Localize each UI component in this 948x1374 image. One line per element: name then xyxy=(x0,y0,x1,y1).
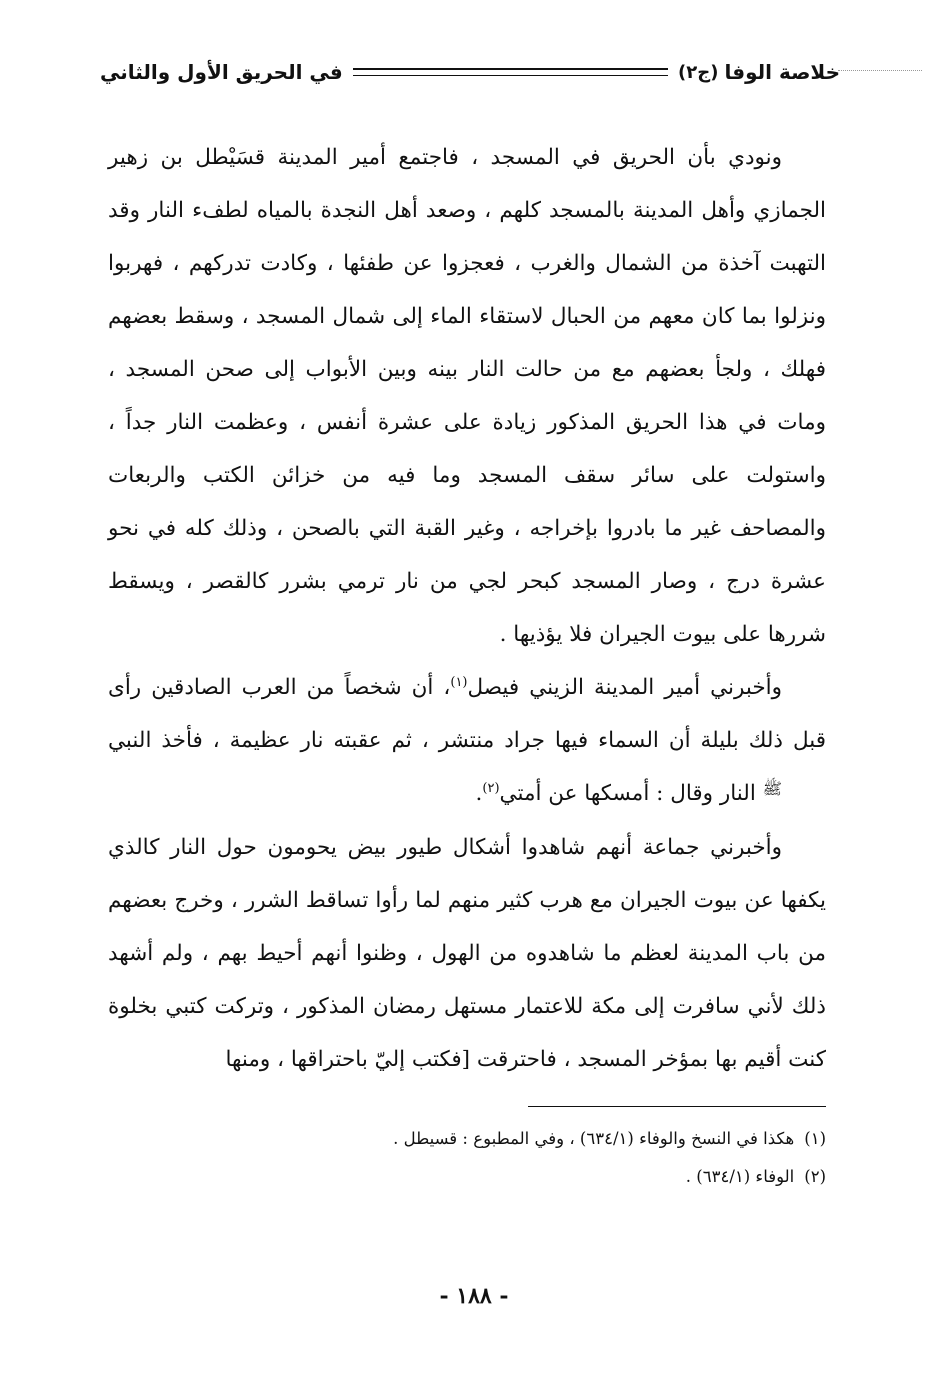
footnote-ref-2[interactable]: (٢) xyxy=(482,780,500,796)
footnote-text: الوفاء (٦٣٤/١) . xyxy=(685,1167,795,1186)
footnote-separator xyxy=(528,1106,826,1107)
salawat-symbol: ﷺ xyxy=(762,779,782,798)
paragraph-2-part-3: النار وقال : أمسكها عن أمتي xyxy=(499,781,756,806)
footnote-2 xyxy=(108,1158,826,1196)
chapter-title: في الحريق الأول والثاني xyxy=(100,60,343,84)
volume-label: (ج٢) xyxy=(678,61,719,83)
page-number: - ١٨٨ - xyxy=(439,1283,509,1309)
paragraph-2 xyxy=(108,661,826,821)
paragraph-1: ونودي بأن الحريق في المسجد ، فاجتمع أمير المدينة قسَيْطل بن زهير الجمازي وأهل المدينة بالمسجد كلهم ، وصعد أهل النجدة بالمياه لطفء النار وقد التهبت آخذة من الشمال والغرب ، فعجزوا عن طفئها ، وكادت تدركهم ، فهربوا ونزلوا بما كان معهم من الحبال لاستقاء الماء إلى شمال المسجد ، وسقط بعضهم فهلك ، ولجأ بعضهم مع من حالت النار بينه وبين الأبواب إلى صحن المسجد ، ومات في هذا الحريق المذكور زيادة على عشرة أنفس ، وعظمت النار جداً ، واستولت على سائر سقف المسجد وما فيه من خزائن الكتب والربعات والمصاحف غير ما بادروا بإخراجه ، وغير القبة التي بالصحن ، وذلك كله في نحو عشرة درج ، وصار المسجد كبحر لجي من نار ترمي بشرر كالقصر ، ويسقط شررها على بيوت الجيران فلا يؤذيها . xyxy=(108,145,826,647)
book-title: خلاصة الوفا xyxy=(724,60,840,84)
paragraph-2-end: . xyxy=(475,781,483,806)
paragraph-2-part-2: ، أن شخصاً من العرب الصادقين رأى قبل ذلك بليلة أن السماء فيها جراد منتشر ، ثم عقبته نار عظيمة ، فأخذ النبي xyxy=(108,675,826,753)
footnote-number: (٢) xyxy=(804,1167,826,1186)
header-dotted-line xyxy=(838,70,922,71)
body-text xyxy=(108,131,826,1086)
footnote-number: (١) xyxy=(804,1129,826,1148)
footnotes xyxy=(108,1120,826,1196)
paragraph-3: وأخبرني جماعة أنهم شاهدوا أشكال طيور بيض يحومون حول النار كالذي يكفها عن بيوت الجيران مع هرب كثير منهم لما رأوا تساقط الشرر ، وخرج بعضهم من باب المدينة لعظم ما شاهدوه من الهول ، وظنوا أنهم أحيط بهم ، ولم أشهد ذلك لأني سافرت إلى مكة للاعتمار مستهل رمضان المذكور ، وتركت كتبي بخلوة كنت أقيم بها بمؤخر المسجد ، فاحترقت [فكتب إليّ باحتراقها ، ومنها xyxy=(108,835,826,1072)
running-header xyxy=(100,54,840,90)
header-rule xyxy=(353,68,668,76)
paragraph-2-part-1: وأخبرني أمير المدينة الزيني فيصل xyxy=(467,675,782,700)
footnote-ref-1[interactable]: (١) xyxy=(450,674,468,690)
footnote-1 xyxy=(108,1120,826,1158)
footnote-text: هكذا في النسخ والوفاء (٦٣٤/١) ، وفي المطبوع : قسيطل . xyxy=(393,1129,795,1148)
